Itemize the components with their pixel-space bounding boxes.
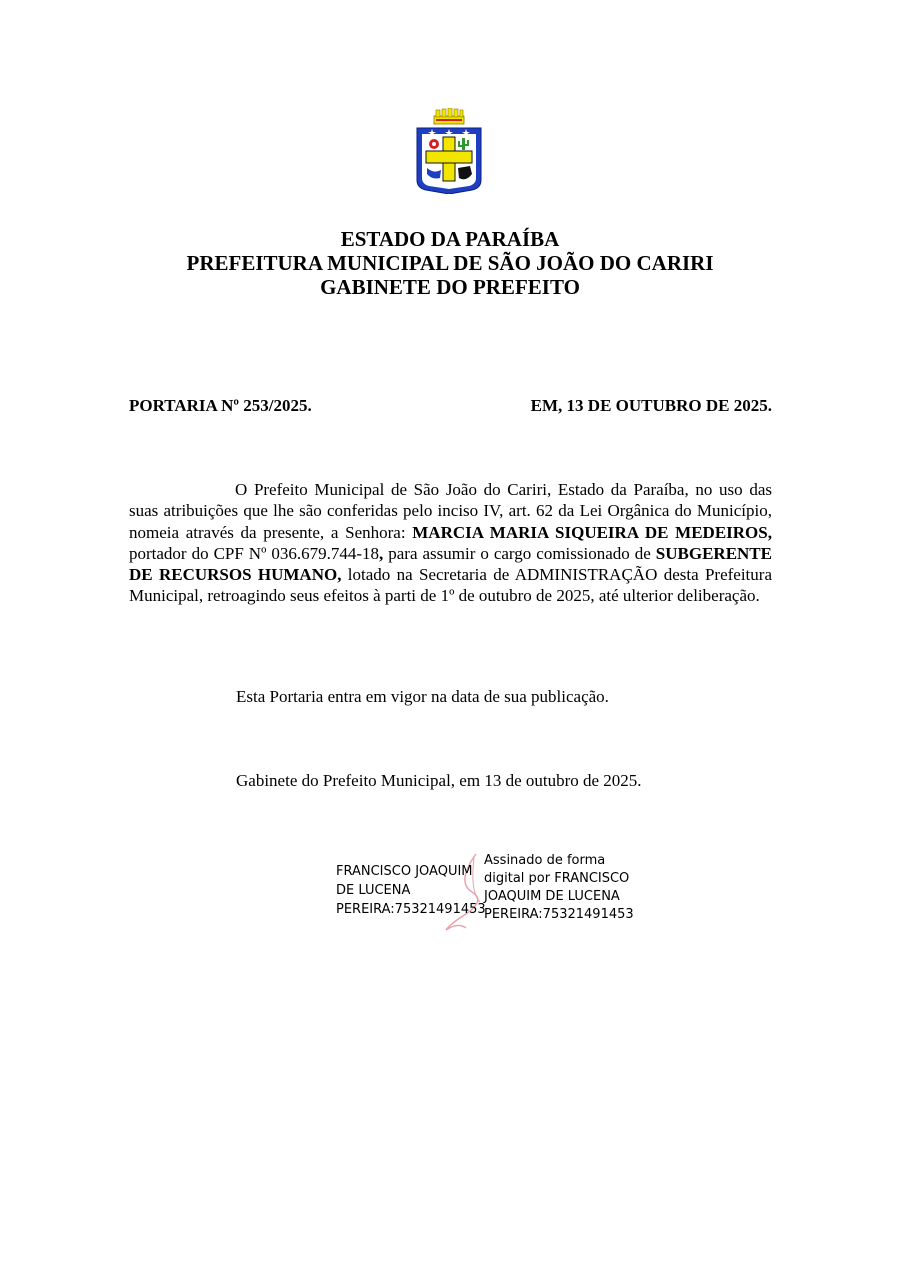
portaria-number: PORTARIA Nº 253/2025.: [129, 396, 312, 415]
portaria-date: EM, 13 DE OUTUBRO DE 2025.: [530, 396, 772, 415]
paragraph-text-2: portador do CPF Nº 036.679.744-18: [129, 543, 379, 563]
signature-info-line: Assinado de forma: [484, 853, 606, 868]
nominee-name: MARCIA MARIA SIQUEIRA DE MEDEIROS,: [412, 522, 772, 542]
closing-paragraph: Gabinete do Prefeito Municipal, em 13 de outubro de 2025.: [236, 771, 642, 790]
nominee-role: SUBGERENTE DE RECURSOS HUMANO,: [129, 543, 772, 585]
signer-name-line: FRANCISCO JOAQUIM: [336, 864, 473, 879]
header-office: GABINETE DO PREFEITO: [320, 275, 580, 299]
document-header: [0, 227, 900, 299]
effective-date-paragraph: Esta Portaria entra em vigor na data de sua publicação.: [236, 687, 609, 706]
digital-signature: [336, 852, 636, 934]
header-state: ESTADO DA PARAÍBA: [340, 227, 560, 251]
paragraph-comma: ,: [379, 543, 384, 563]
signature-info-line: JOAQUIM DE LUCENA: [484, 889, 620, 904]
paragraph-text-4: lotado na Secretaria de ADMINISTRAÇÃO desta Prefeitura Municipal, retroagindo seus efeitos à parti de 1º de outubro de 2025, até ulterior deliberação.: [129, 565, 772, 606]
paragraph-text-1: O Prefeito Municipal de São João do Cariri, Estado da Paraíba, no uso das suas atribuições que lhe são conferidas pelo inciso IV, art. 62 da Lei Orgânica do Município, nomeia através da presente, a Senhora:: [129, 480, 772, 542]
coat-of-arms-icon: [414, 108, 484, 194]
nomination-paragraph: [129, 479, 772, 607]
signature-info: [484, 852, 644, 924]
signature-info-line: digital por FRANCISCO: [484, 871, 630, 886]
signer-name-line: PEREIRA:75321491453: [336, 902, 486, 917]
signature-info-line: PEREIRA:75321491453: [484, 907, 634, 922]
paragraph-text-3: para assumir o cargo comissionado de: [383, 543, 656, 563]
header-municipality: PREFEITURA MUNICIPAL DE SÃO JOÃO DO CARIRI: [186, 251, 714, 275]
signer-name-line: DE LUCENA: [336, 883, 411, 898]
crown-icon: [434, 108, 464, 124]
signer-name: [336, 862, 486, 919]
